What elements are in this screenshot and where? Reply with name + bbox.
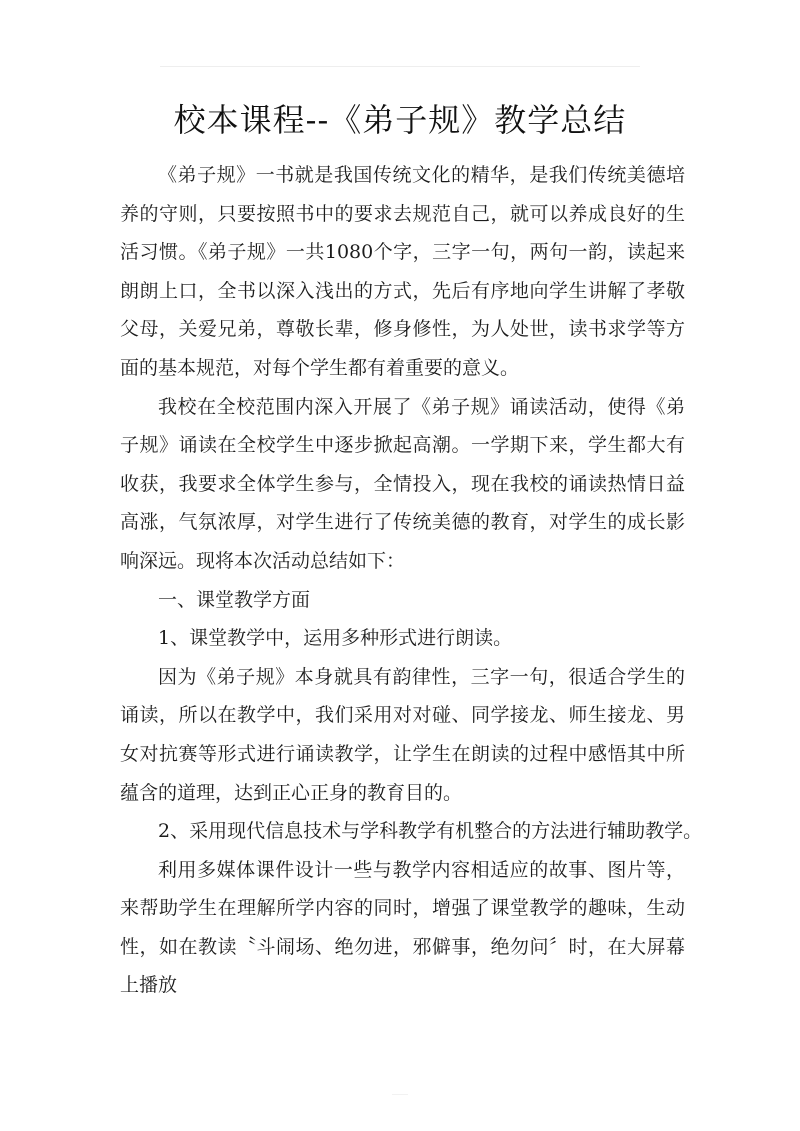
item-heading-reading: 1、课堂教学中，运用多种形式进行朗读。 <box>158 627 513 650</box>
activity-paragraph: 我校在全校范围内深入开展了《弟子规》诵读活动，使得《弟子规》诵读在全校学生中逐步掀起高潮。一学期下来，学生都大有收获，我要求全体学生参与，全情投入，现在我校的诵读热情日益高涨，气氛浓厚，对学生进行了传统美德的教育，对学生的成长影响深远。现将本次活动总结如下： <box>120 395 685 572</box>
footer-mark <box>392 1094 408 1095</box>
document-body <box>120 156 703 1005</box>
item-heading-multimedia: 2、采用现代信息技术与学科教学有机整合的方法进行辅助教学。 <box>158 820 703 843</box>
header-rule <box>160 66 640 67</box>
multimedia-paragraph: 利用多媒体课件设计一些与教学内容相适应的故事、图片等，来帮助学生在理解所学内容的同时，增强了课堂教学的趣味，生动性，如在教读〝斗闹场、绝勿进，邪僻事，绝勿问〞时，在大屏幕上播放 <box>120 858 685 997</box>
document-title: 校本课程--《弟子规》教学总结 <box>173 101 627 139</box>
intro-paragraph: 《弟子规》一书就是我国传统文化的精华，是我们传统美德培养的守则，只要按照书中的要求去规范自己，就可以养成良好的生活习惯。《弟子规》一共1080个字，三字一句，两句一韵，读起来朗朗上口，全书以深入浅出的方式，先后有序地向学生讲解了孝敬父母，关爱兄弟，尊敬长辈，修身修性，为人处世，读书求学等方面的基本规范，对每个学生都有着重要的意义。 <box>120 164 685 379</box>
reading-paragraph: 因为《弟子规》本身就具有韵律性，三字一句，很适合学生的诵读，所以在教学中，我们采用对对碰、同学接龙、师生接龙、男女对抗赛等形式进行诵读教学，让学生在朗读的过程中感悟其中所蕴含的道理，达到正心正身的教育目的。 <box>120 665 685 804</box>
section-heading-classroom: 一、课堂教学方面 <box>158 588 311 611</box>
